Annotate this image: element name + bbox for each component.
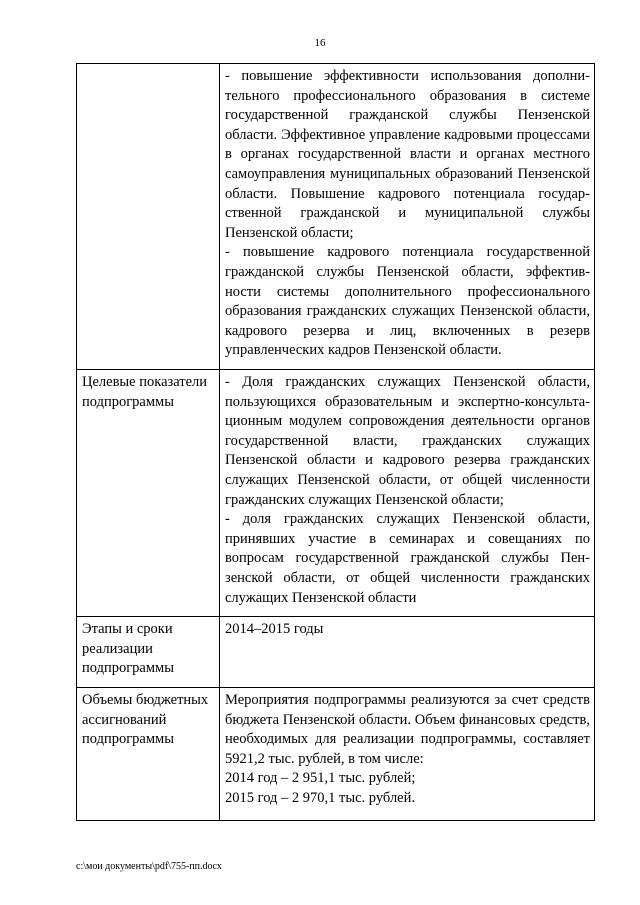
content-paragraph: Мероприятия подпрограммы реализуются за счет средств бюджета Пензенской области. Объем финансовых средств, необходимых для реализации подпрограммы, составляет 5921,2 тыс. рублей, в том числе: [225, 692, 590, 767]
content-paragraph: 2015 год – 2 970,1 тыс. рублей. [225, 789, 416, 806]
row-label: Объемы бюджетных ассигнований подпрограммы [77, 688, 220, 821]
passport-table [76, 63, 595, 821]
row-content [220, 370, 595, 617]
content-paragraph: - повышение эффективности использования дополни-тельного профессионального образования в системе государственной гражданской службы Пензенской области. Эффективное управление кадровыми процессами в органах государственной власти и органах местного самоуправления муниципальных образований Пензенской области. Повышение кадрового потенциала государ-ственной гражданской и муниципальной службы Пензенской области; [225, 68, 590, 241]
row-label [77, 64, 220, 370]
content-paragraph: 2014–2015 годы [225, 621, 324, 637]
row-label: Этапы и сроки реализации подпрограммы [77, 617, 220, 688]
content-paragraph: 2014 год – 2 951,1 тыс. рублей; [225, 770, 416, 787]
table-row [77, 64, 595, 370]
row-content [220, 688, 595, 821]
content-paragraph: - Доля гражданских служащих Пензенской области, пользующихся образовательным и экспертно-консульта-ционным модулем сопровождения деятельности органов государственной власти, гражданских служащих Пензенской области и кадрового резерва гражданских служащих Пензенской области, от общей численности гражданских служащих Пензенской области; [225, 374, 590, 508]
content-paragraph: - доля гражданских служащих Пензенской области, принявших участие в семинарах и совещаниях по вопросам государственной гражданской службы Пен-зенской области, от общей численности гражданских служащих Пензенской области [225, 511, 590, 606]
table-row [77, 617, 595, 688]
row-content [220, 617, 595, 688]
page-number: 16 [314, 37, 326, 49]
row-label: Целевые показатели подпрограммы [77, 370, 220, 617]
table-row [77, 370, 595, 617]
table-row [77, 688, 595, 821]
footer-file-path: c:\мои документы\pdf\755-пп.docx [76, 861, 222, 872]
row-content [220, 64, 595, 370]
content-paragraph: - повышение кадрового потенциала государственной гражданской службы Пензенской области, эффектив-ности системы дополнительного профессионального образования гражданских служащих Пензенской области, кадрового резерва и лиц, включенных в резерв управленческих кадров Пензенской области. [225, 244, 590, 359]
